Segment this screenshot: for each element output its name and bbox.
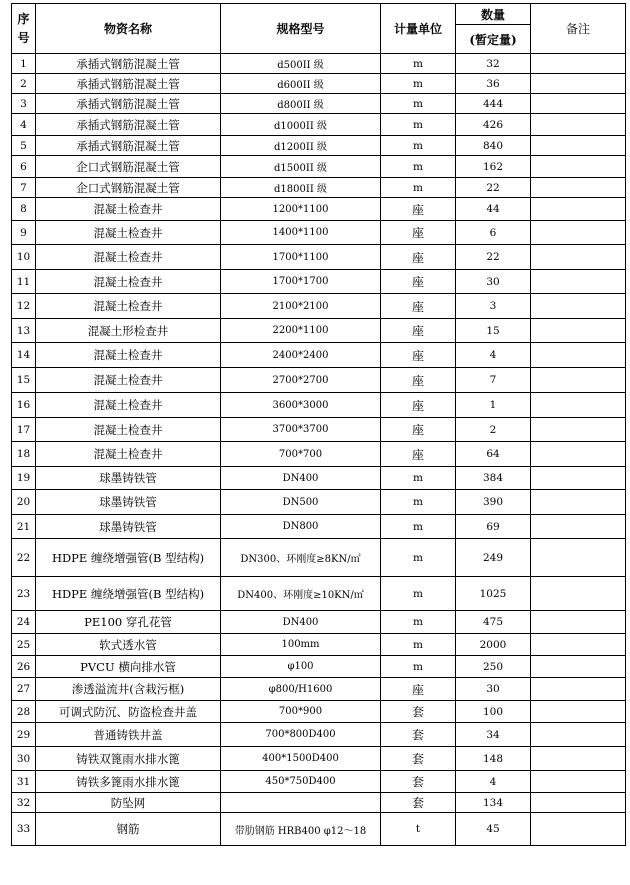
row-unit: m <box>381 490 456 515</box>
table-row <box>12 94 626 114</box>
table-row <box>12 136 626 156</box>
table-header <box>12 4 626 54</box>
row-remark <box>531 368 626 393</box>
table-row <box>12 490 626 515</box>
table-row <box>12 74 626 94</box>
row-no: 25 <box>12 634 36 656</box>
row-spec: 450*750D400 <box>221 771 381 793</box>
row-qty: 1 <box>456 393 531 418</box>
row-unit: m <box>381 74 456 94</box>
row-qty: 100 <box>456 701 531 723</box>
row-no: 19 <box>12 467 36 490</box>
row-qty: 34 <box>456 723 531 747</box>
row-qty: 45 <box>456 813 531 846</box>
row-no: 3 <box>12 94 36 114</box>
row-remark <box>531 156 626 178</box>
row-name: 混凝土检查井 <box>36 418 221 442</box>
row-unit: m <box>381 94 456 114</box>
row-remark <box>531 490 626 515</box>
row-spec: 2200*1100 <box>221 319 381 343</box>
row-name: 可调式防沉、防盗检查井盖 <box>36 701 221 723</box>
row-remark <box>531 539 626 577</box>
header-seq-line1: 序 <box>17 11 30 26</box>
row-remark <box>531 723 626 747</box>
row-qty: 69 <box>456 515 531 539</box>
row-name: 混凝土形检查井 <box>36 319 221 343</box>
row-unit: 座 <box>381 294 456 319</box>
row-remark <box>531 343 626 368</box>
table-row <box>12 178 626 198</box>
row-spec: 3700*3700 <box>221 418 381 442</box>
row-unit: 套 <box>381 747 456 771</box>
table-row <box>12 418 626 442</box>
row-no: 29 <box>12 723 36 747</box>
row-name: 承插式钢筋混凝土管 <box>36 114 221 136</box>
row-name: 球墨铸铁管 <box>36 515 221 539</box>
row-unit: 座 <box>381 442 456 467</box>
table-row <box>12 270 626 294</box>
row-name: PE100 穿孔花管 <box>36 611 221 634</box>
row-qty: 249 <box>456 539 531 577</box>
row-remark <box>531 793 626 813</box>
table-row <box>12 368 626 393</box>
row-name: 混凝土检查井 <box>36 343 221 368</box>
header-seq <box>12 4 36 54</box>
row-name: 渗透溢流井(含栽污框) <box>36 678 221 701</box>
row-no: 11 <box>12 270 36 294</box>
table-row <box>12 467 626 490</box>
row-unit: 座 <box>381 678 456 701</box>
row-spec: 带肋钢筋 HRB400 φ12～18 <box>221 813 381 846</box>
row-remark <box>531 245 626 270</box>
row-unit: m <box>381 54 456 74</box>
row-qty: 64 <box>456 442 531 467</box>
table-row <box>12 515 626 539</box>
row-remark <box>531 270 626 294</box>
row-name: PVCU 横向排水管 <box>36 656 221 678</box>
row-remark <box>531 319 626 343</box>
row-spec: 400*1500D400 <box>221 747 381 771</box>
table-row <box>12 723 626 747</box>
row-no: 5 <box>12 136 36 156</box>
header-qty-sub: (暂定量) <box>456 25 531 54</box>
row-no: 32 <box>12 793 36 813</box>
row-name: 混凝土检查井 <box>36 221 221 245</box>
row-remark <box>531 701 626 723</box>
table-row <box>12 611 626 634</box>
row-spec: DN400 <box>221 611 381 634</box>
row-qty: 2000 <box>456 634 531 656</box>
row-spec: 700*900 <box>221 701 381 723</box>
row-remark <box>531 221 626 245</box>
row-unit: 座 <box>381 418 456 442</box>
row-spec: 1200*1100 <box>221 198 381 221</box>
row-name: 铸铁双篦雨水排水篦 <box>36 747 221 771</box>
row-no: 6 <box>12 156 36 178</box>
row-unit: m <box>381 136 456 156</box>
row-remark <box>531 678 626 701</box>
table-row <box>12 114 626 136</box>
row-remark <box>531 74 626 94</box>
row-unit: m <box>381 656 456 678</box>
table-row <box>12 54 626 74</box>
row-unit: m <box>381 156 456 178</box>
row-name: 承插式钢筋混凝土管 <box>36 74 221 94</box>
row-spec: 1700*1100 <box>221 245 381 270</box>
row-remark <box>531 771 626 793</box>
row-unit: m <box>381 634 456 656</box>
row-remark <box>531 611 626 634</box>
row-spec: 700*700 <box>221 442 381 467</box>
row-no: 23 <box>12 577 36 611</box>
row-remark <box>531 198 626 221</box>
row-name: 钢筋 <box>36 813 221 846</box>
row-no: 16 <box>12 393 36 418</box>
row-no: 1 <box>12 54 36 74</box>
row-no: 24 <box>12 611 36 634</box>
row-name: 混凝土检查井 <box>36 442 221 467</box>
table-row <box>12 771 626 793</box>
row-unit: m <box>381 611 456 634</box>
row-unit: 套 <box>381 701 456 723</box>
table-row <box>12 442 626 467</box>
row-qty: 475 <box>456 611 531 634</box>
row-qty: 1025 <box>456 577 531 611</box>
row-spec: 100mm <box>221 634 381 656</box>
row-qty: 30 <box>456 270 531 294</box>
row-unit: 座 <box>381 221 456 245</box>
row-qty: 30 <box>456 678 531 701</box>
table-row <box>12 393 626 418</box>
row-no: 26 <box>12 656 36 678</box>
row-no: 22 <box>12 539 36 577</box>
row-spec: φ100 <box>221 656 381 678</box>
table-row <box>12 294 626 319</box>
row-name: 混凝土检查井 <box>36 245 221 270</box>
row-unit: m <box>381 178 456 198</box>
row-spec: φ800/H1600 <box>221 678 381 701</box>
row-remark <box>531 54 626 74</box>
row-spec: 1700*1700 <box>221 270 381 294</box>
row-spec: d1200II 级 <box>221 136 381 156</box>
row-qty: 36 <box>456 74 531 94</box>
row-no: 21 <box>12 515 36 539</box>
header-qty: 数量 <box>456 4 531 25</box>
row-name: 球墨铸铁管 <box>36 467 221 490</box>
row-unit: 套 <box>381 793 456 813</box>
row-qty: 390 <box>456 490 531 515</box>
row-unit: 座 <box>381 245 456 270</box>
row-spec: d600II 级 <box>221 74 381 94</box>
row-name: HDPE 缠绕增强管(B 型结构) <box>36 577 221 611</box>
table-row <box>12 656 626 678</box>
row-unit: 座 <box>381 368 456 393</box>
row-name: 承插式钢筋混凝土管 <box>36 94 221 114</box>
row-unit: m <box>381 515 456 539</box>
row-name: 混凝土检查井 <box>36 393 221 418</box>
row-name: 防坠网 <box>36 793 221 813</box>
table-row <box>12 319 626 343</box>
row-qty: 4 <box>456 771 531 793</box>
row-unit: 座 <box>381 393 456 418</box>
row-spec: DN800 <box>221 515 381 539</box>
row-name: 企口式钢筋混凝土管 <box>36 156 221 178</box>
row-spec: d1800II 级 <box>221 178 381 198</box>
row-no: 13 <box>12 319 36 343</box>
row-name: 承插式钢筋混凝土管 <box>36 136 221 156</box>
table-row <box>12 343 626 368</box>
row-no: 20 <box>12 490 36 515</box>
row-name: 混凝土检查井 <box>36 294 221 319</box>
row-qty: 134 <box>456 793 531 813</box>
row-unit: m <box>381 114 456 136</box>
row-remark <box>531 467 626 490</box>
row-qty: 426 <box>456 114 531 136</box>
row-remark <box>531 114 626 136</box>
row-no: 7 <box>12 178 36 198</box>
header-remark: 备注 <box>531 4 626 54</box>
row-no: 2 <box>12 74 36 94</box>
row-name: 混凝土检查井 <box>36 270 221 294</box>
table-row <box>12 678 626 701</box>
row-qty: 32 <box>456 54 531 74</box>
row-spec: d500II 级 <box>221 54 381 74</box>
row-name: 混凝土检查井 <box>36 198 221 221</box>
row-spec: d1000II 级 <box>221 114 381 136</box>
row-qty: 22 <box>456 178 531 198</box>
materials-table <box>11 3 626 846</box>
row-spec: DN500 <box>221 490 381 515</box>
row-no: 28 <box>12 701 36 723</box>
table-row <box>12 156 626 178</box>
row-spec: DN400、环刚度≥10KN/㎡ <box>221 577 381 611</box>
row-name: 球墨铸铁管 <box>36 490 221 515</box>
row-qty: 250 <box>456 656 531 678</box>
row-qty: 840 <box>456 136 531 156</box>
row-remark <box>531 136 626 156</box>
row-unit: 座 <box>381 343 456 368</box>
table-row <box>12 221 626 245</box>
row-qty: 15 <box>456 319 531 343</box>
row-spec: 3600*3000 <box>221 393 381 418</box>
row-no: 30 <box>12 747 36 771</box>
table-row <box>12 539 626 577</box>
row-no: 18 <box>12 442 36 467</box>
header-spec: 规格型号 <box>221 4 381 54</box>
row-unit: t <box>381 813 456 846</box>
table-row <box>12 245 626 270</box>
row-remark <box>531 178 626 198</box>
row-qty: 162 <box>456 156 531 178</box>
row-qty: 4 <box>456 343 531 368</box>
row-unit: m <box>381 467 456 490</box>
row-spec: 2400*2400 <box>221 343 381 368</box>
row-unit: 套 <box>381 723 456 747</box>
row-remark <box>531 442 626 467</box>
header-name: 物资名称 <box>36 4 221 54</box>
row-spec <box>221 793 381 813</box>
table-row <box>12 793 626 813</box>
row-spec: 2700*2700 <box>221 368 381 393</box>
row-spec: 700*800D400 <box>221 723 381 747</box>
row-qty: 384 <box>456 467 531 490</box>
row-no: 12 <box>12 294 36 319</box>
row-remark <box>531 813 626 846</box>
row-spec: DN300、环刚度≥8KN/㎡ <box>221 539 381 577</box>
row-remark <box>531 294 626 319</box>
row-qty: 22 <box>456 245 531 270</box>
row-name: 企口式钢筋混凝土管 <box>36 178 221 198</box>
row-remark <box>531 747 626 771</box>
row-no: 8 <box>12 198 36 221</box>
row-remark <box>531 515 626 539</box>
table-row <box>12 747 626 771</box>
table-row <box>12 701 626 723</box>
row-name: 混凝土检查井 <box>36 368 221 393</box>
row-spec: DN400 <box>221 467 381 490</box>
row-name: HDPE 缠绕增强管(B 型结构) <box>36 539 221 577</box>
row-qty: 3 <box>456 294 531 319</box>
table-row <box>12 577 626 611</box>
row-qty: 444 <box>456 94 531 114</box>
row-unit: 座 <box>381 270 456 294</box>
row-unit: 座 <box>381 319 456 343</box>
row-qty: 7 <box>456 368 531 393</box>
header-seq-line2: 号 <box>17 30 30 45</box>
row-unit: m <box>381 539 456 577</box>
table-row <box>12 813 626 846</box>
row-remark <box>531 577 626 611</box>
row-no: 33 <box>12 813 36 846</box>
row-remark <box>531 656 626 678</box>
row-name: 铸铁多篦雨水排水篦 <box>36 771 221 793</box>
row-name: 承插式钢筋混凝土管 <box>36 54 221 74</box>
row-spec: d1500II 级 <box>221 156 381 178</box>
row-qty: 2 <box>456 418 531 442</box>
row-no: 14 <box>12 343 36 368</box>
row-qty: 6 <box>456 221 531 245</box>
row-remark <box>531 634 626 656</box>
row-no: 31 <box>12 771 36 793</box>
row-no: 27 <box>12 678 36 701</box>
row-spec: 2100*2100 <box>221 294 381 319</box>
row-unit: 座 <box>381 198 456 221</box>
row-remark <box>531 418 626 442</box>
row-unit: m <box>381 577 456 611</box>
row-qty: 44 <box>456 198 531 221</box>
row-no: 4 <box>12 114 36 136</box>
row-name: 软式透水管 <box>36 634 221 656</box>
row-spec: 1400*1100 <box>221 221 381 245</box>
row-no: 15 <box>12 368 36 393</box>
row-remark <box>531 393 626 418</box>
row-no: 10 <box>12 245 36 270</box>
row-spec: d800II 级 <box>221 94 381 114</box>
row-no: 17 <box>12 418 36 442</box>
row-remark <box>531 94 626 114</box>
table-body <box>12 54 626 846</box>
row-no: 9 <box>12 221 36 245</box>
table-row <box>12 634 626 656</box>
table-row <box>12 198 626 221</box>
row-name: 普通铸铁井盖 <box>36 723 221 747</box>
row-unit: 套 <box>381 771 456 793</box>
header-unit: 计量单位 <box>381 4 456 54</box>
row-qty: 148 <box>456 747 531 771</box>
